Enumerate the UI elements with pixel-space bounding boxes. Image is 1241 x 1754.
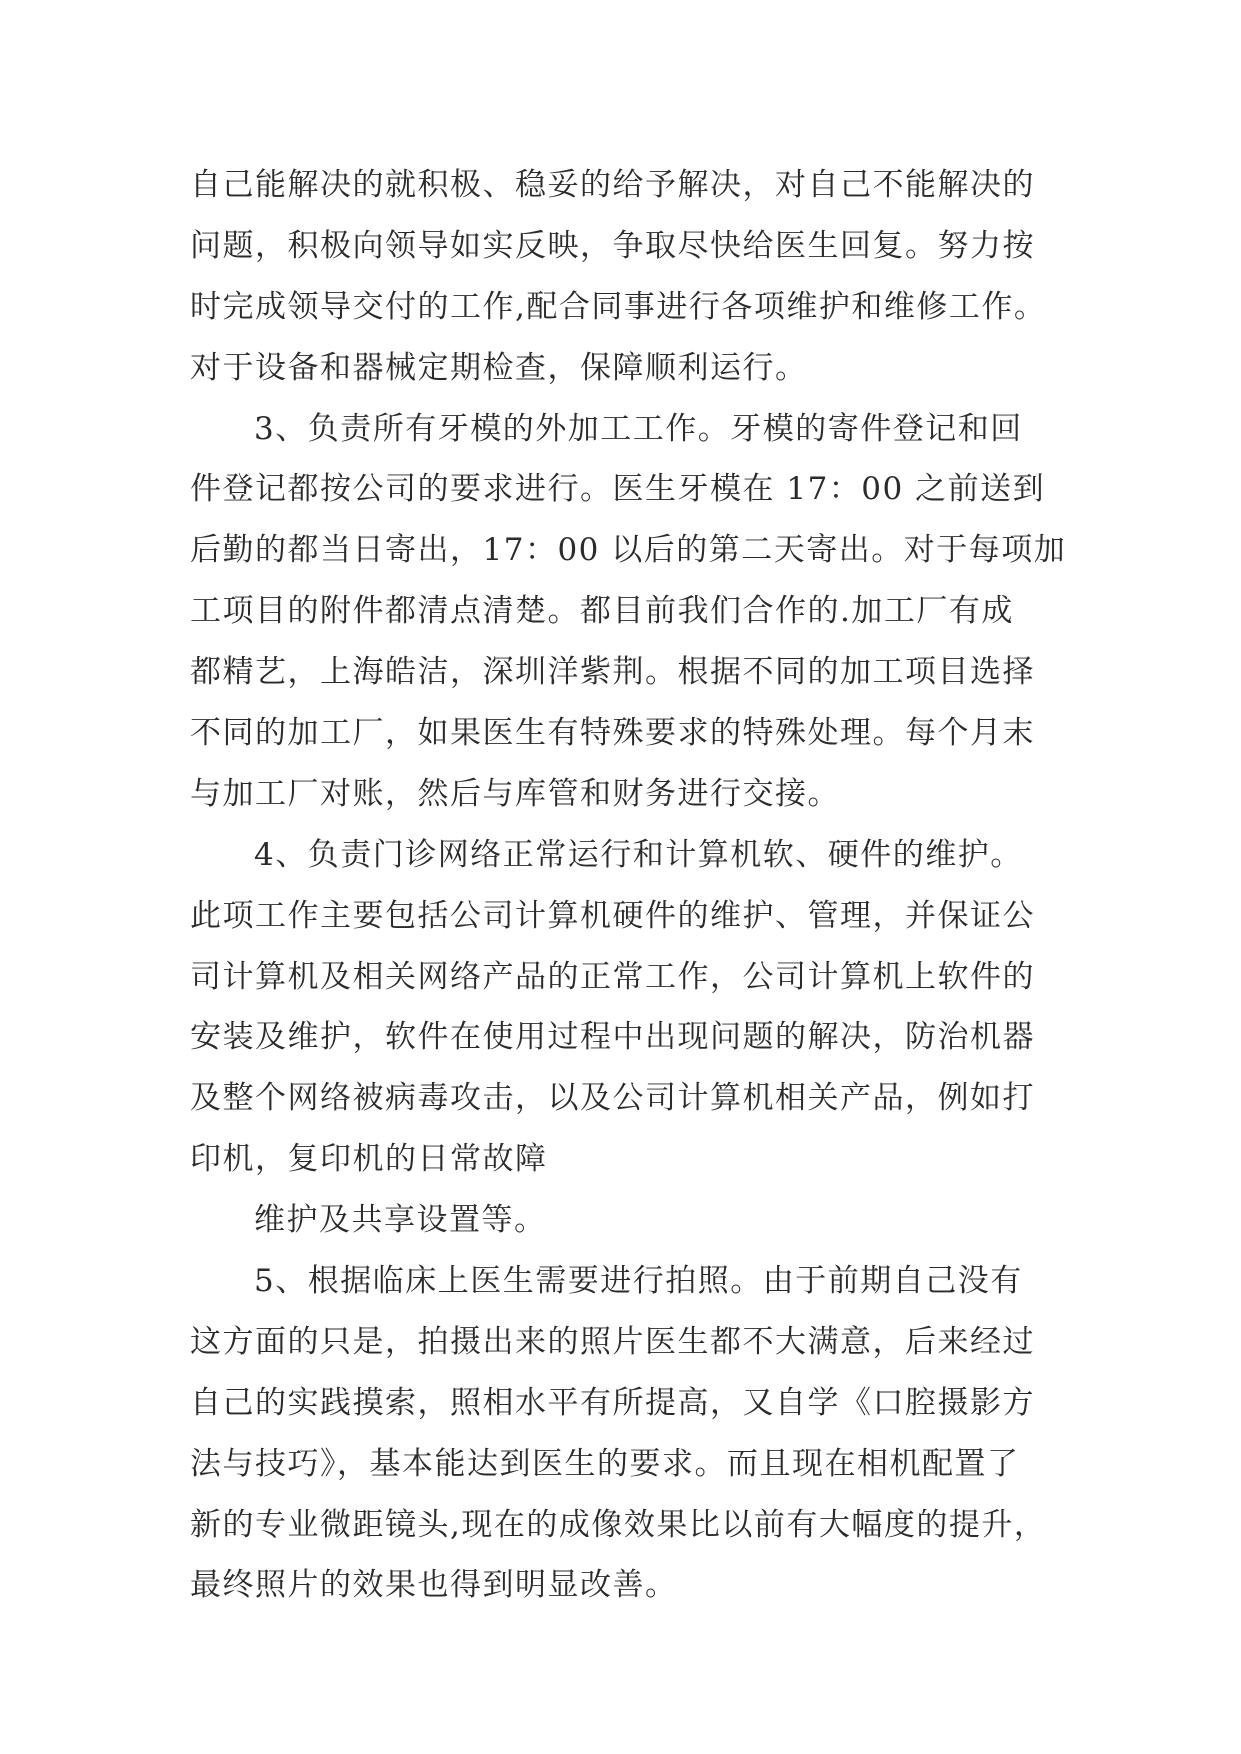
text-line: 自己的实践摸索，照相水平有所提高，又自学《口腔摄影方 <box>190 1384 1035 1421</box>
text-line: 问题，积极向领导如实反映，争取尽快给医生回复。努力按 <box>190 227 1035 264</box>
text-line: 自己能解决的就积极、稳妥的给予解决，对自己不能解决的 <box>190 167 1035 203</box>
text-line: 及整个网络被病毒攻击，以及公司计算机相关产品，例如打 <box>190 1080 1035 1117</box>
text-line: 都精艺，上海皓洁，深圳洋紫荆。根据不同的加工项目选择 <box>190 654 1035 691</box>
text-line: 件登记都按公司的要求进行。医生牙模在 17：00 之前送到 <box>190 471 1046 508</box>
text-line: 对于设备和器械定期检查，保障顺利运行。 <box>190 349 808 386</box>
document-body <box>190 155 1090 1616</box>
text-line: 时完成领导交付的工作,配合同事进行各项维护和维修工作。 <box>190 288 1047 325</box>
paragraph-start-line: 4、负责门诊网络正常运行和计算机软、硬件的维护。 <box>254 836 1023 873</box>
text-line: 法与技巧》，基本能达到医生的要求。而且现在相机配置了 <box>190 1445 1020 1482</box>
paragraph-start-line: 3、负责所有牙模的外加工工作。牙模的寄件登记和回 <box>254 410 1023 447</box>
text-line: 工项目的附件都清点清楚。都目前我们合作的.加工厂有成 <box>190 593 1014 630</box>
text-line: 最终照片的效果也得到明显改善。 <box>190 1567 678 1604</box>
text-line: 安装及维护，软件在使用过程中出现问题的解决，防治机器 <box>190 1019 1035 1056</box>
text-line: 这方面的只是，拍摄出来的照片医生都不大满意，后来经过 <box>190 1323 1035 1360</box>
paragraph-start-line: 维护及共享设置等。 <box>254 1202 547 1239</box>
text-line: 与加工厂对账，然后与库管和财务进行交接。 <box>190 775 840 812</box>
paragraph-start-line: 5、根据临床上医生需要进行拍照。由于前期自己没有 <box>254 1263 1023 1300</box>
text-line: 后勤的都当日寄出，17：00 以后的第二天寄出。对于每项加 <box>190 532 1067 569</box>
text-line: 新的专业微距镜头,现在的成像效果比以前有大幅度的提升， <box>190 1506 1047 1543</box>
text-line: 此项工作主要包括公司计算机硬件的维护、管理，并保证公 <box>190 897 1035 934</box>
text-line: 司计算机及相关网络产品的正常工作，公司计算机上软件的 <box>190 958 1035 995</box>
text-line: 印机，复印机的日常故障 <box>190 1141 548 1178</box>
text-line: 不同的加工厂，如果医生有特殊要求的特殊处理。每个月末 <box>190 715 1035 752</box>
